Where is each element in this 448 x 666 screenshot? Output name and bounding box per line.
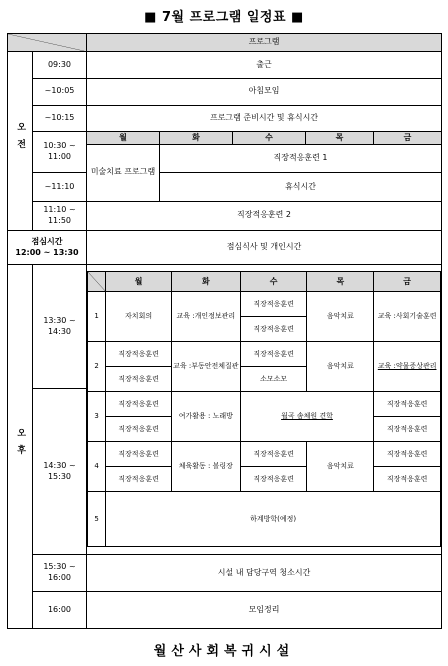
- day-fri: 금: [374, 132, 442, 144]
- p3-mon: [106, 392, 172, 442]
- row-1600: 시설 내 담당구역 청소시간: [87, 555, 442, 592]
- p3-wed-thu: 월곡 솜체원 견학: [240, 392, 374, 442]
- time-1600b: 16:00: [33, 592, 87, 629]
- p2-thu: 음악치료: [307, 342, 374, 392]
- lunch-row: 점심식사 및 개인시간: [87, 230, 442, 265]
- row-1030: 직장적응훈련 1: [160, 144, 442, 173]
- period-1: 1: [88, 292, 106, 342]
- p1-wed-a: 직장적응훈련: [241, 292, 307, 317]
- p4-fri: [374, 442, 441, 492]
- pm-corner-cell: [88, 272, 106, 292]
- pm-day-wed: 수: [240, 272, 307, 292]
- period-4: 4: [88, 442, 106, 492]
- pm-day-mon: 월: [106, 272, 172, 292]
- p4-mon: [106, 442, 172, 492]
- p2-fri: 교육 :약물증상관리: [374, 342, 441, 392]
- p4-fri-a: 직장적응훈련: [374, 442, 440, 467]
- am-section-label: 오전: [8, 52, 33, 230]
- p4-thu: 음악치료: [307, 442, 374, 492]
- day-tue: 화: [160, 132, 233, 144]
- p4-wed-b: 직장적응훈련: [253, 474, 294, 483]
- p2-wed-a: 직장적응훈련: [241, 342, 307, 367]
- day-wed: 수: [233, 132, 306, 144]
- footer-org-name: 월산사회복귀시설: [153, 644, 295, 659]
- time-1005: ~10:05: [33, 79, 87, 106]
- row-1600b: 모임정리: [87, 592, 442, 629]
- p4-tue: 체육활동 : 볼링장: [171, 442, 240, 492]
- p3-fri-a: 직장적응훈련: [374, 392, 440, 417]
- time-1330: 13:30 ~ 14:30: [33, 265, 86, 388]
- p2-mon-a: 직장적응훈련: [106, 342, 171, 367]
- pm-section-label: 오후: [8, 265, 33, 629]
- period-5: 5: [88, 492, 106, 547]
- row-1005: 아침모임: [87, 79, 442, 106]
- p4-mon-a: 직장적응훈련: [106, 442, 171, 467]
- p1-wed: [240, 292, 307, 342]
- time-1030: 10:30 ~ 11:00: [33, 132, 87, 173]
- p3-fri: [374, 392, 441, 442]
- lunch-cell: [8, 230, 87, 265]
- day-mon: 월: [87, 132, 160, 144]
- p2-mon-b: 직장적응훈련: [118, 374, 159, 383]
- p3-fri-b: 직장적응훈련: [386, 424, 428, 433]
- p2-mon: [106, 342, 172, 392]
- p1-wed-b: 직장적응훈련: [253, 324, 294, 333]
- p1-fri: 교육 :사회기술훈련: [374, 292, 441, 342]
- time-1150: 11:10 ~ 11:50: [33, 201, 87, 230]
- lunch-time: 12:00 ~ 13:30: [15, 247, 79, 257]
- p2-wed-b: 소모소모: [260, 374, 288, 383]
- p3-mon-b: 직장적응훈련: [118, 424, 159, 433]
- p4-mon-b: 직장적응훈련: [118, 474, 159, 483]
- p1-thu: 음악치료: [307, 292, 374, 342]
- period-3: 3: [88, 392, 106, 442]
- row-1015: 프로그램 준비시간 및 휴식시간: [87, 105, 442, 132]
- pm-times: [33, 265, 87, 555]
- p2-tue: 교육 :부동안전체질관: [171, 342, 240, 392]
- page-title: ■ 7월 프로그램 일정표 ■: [144, 10, 304, 25]
- pm-day-tue: 화: [171, 272, 240, 292]
- pm-grid-cell: [87, 265, 442, 555]
- corner-cell: [8, 34, 87, 52]
- time-1600: 15:30 ~ 16:00: [33, 555, 87, 592]
- day-thu: 목: [306, 132, 374, 144]
- p3-mon-a: 직장적응훈련: [106, 392, 171, 417]
- p4-fri-b: 직장적응훈련: [386, 474, 428, 483]
- schedule-table: [7, 33, 442, 629]
- art-therapy-block: 미술치료 프로그램: [87, 144, 160, 201]
- time-1015: ~10:15: [33, 105, 87, 132]
- p1-tue: 교육 :개인정보관리: [171, 292, 240, 342]
- period-2: 2: [88, 342, 106, 392]
- pm-day-fri: 금: [374, 272, 441, 292]
- time-0930: 09:30: [33, 52, 87, 79]
- pm-grid: [87, 271, 441, 547]
- p1-mon: 자치회의: [106, 292, 172, 342]
- p4-wed-a: 직장적응훈련: [241, 442, 307, 467]
- pm-day-thu: 목: [307, 272, 374, 292]
- row-0930: 출근: [87, 52, 442, 79]
- row-1110: 휴식시간: [160, 173, 442, 202]
- p5-all: 하계방학(예정): [106, 492, 441, 547]
- p2-wed: [240, 342, 307, 392]
- row-1150: 직장적응훈련 2: [87, 201, 442, 230]
- program-header: 프로그램: [87, 34, 442, 52]
- lunch-label: 점심시간: [31, 236, 63, 246]
- p4-wed: [240, 442, 307, 492]
- time-1430: 14:30 ~ 15:30: [43, 460, 76, 481]
- p3-tue: 여가활용 : 노래방: [171, 392, 240, 442]
- time-1110: ~11:10: [33, 173, 87, 202]
